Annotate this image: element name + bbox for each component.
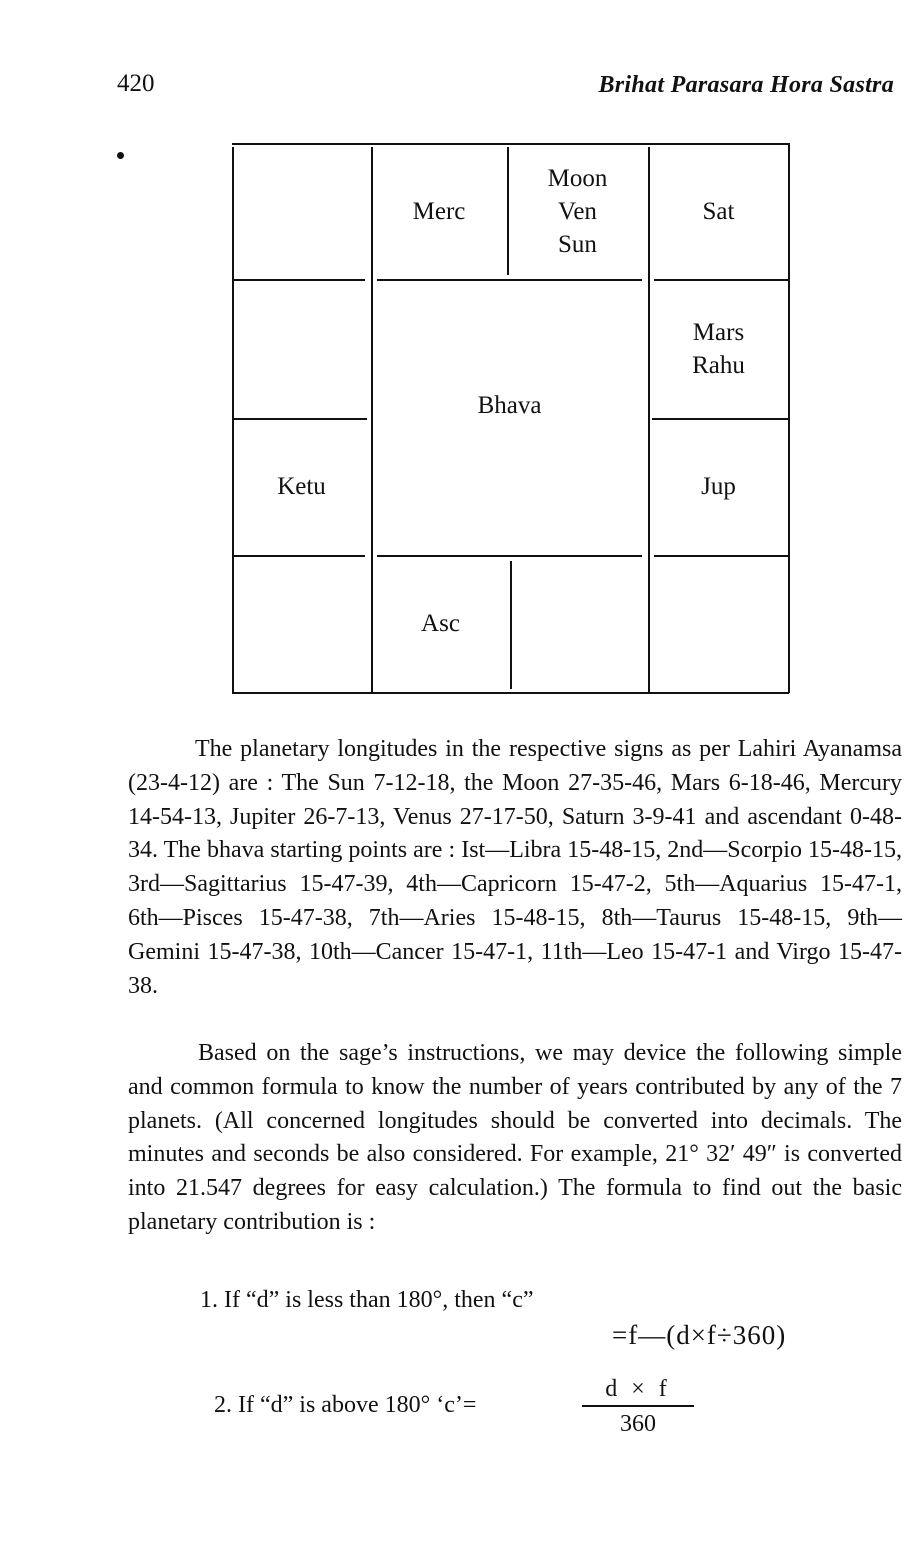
chart-house-bottom-3 [510,555,648,692]
rule-2-condition: 2. If “d” is above 180° ‘c’= [214,1392,477,1418]
chart-house-top-1 [232,143,371,279]
chart-house-bottom-1 [232,555,371,692]
fraction-numerator: d × f [605,1376,671,1402]
chart-house-bottom-2: Asc [421,610,460,637]
chart-house-top-4: Sat [702,197,735,225]
chart-house-right-upper: Mars Rahu [692,318,745,379]
paragraph-longitudes: The planetary longitudes in the respective signs as per Lahiri Ayanamsa (23-4-12) are : The Sun 7-12-18, the Moon 27-35-46, Mars 6-18-46, Mercury 14-54-13, Jupiter 26-7-13, Venus 27-17-50, Saturn 3-9-41 and ascendant 0-48-34. The bhava starting points are : Ist—Libra 15-48-15, 2nd—Scorpio 15-48-15, 3rd—Sagittarius 15-47-39, 4th—Capricorn 15-47-2, 5th—Aquarius 15-47-1, 6th—Pisces 15-47-38, 7th—Aries 15-48-15, 8th—Taurus 15-48-15, 9th—Gemini 15-47-38, 10th—Cancer 15-47-1, 11th—Leo 15-47-1 and Virgo 15-47-38. [128,736,902,999]
chart-center-label: Bhava [477,391,542,419]
page-number: 420 [117,70,155,97]
chart-house-top-3: Moon Ven Sun [547,164,608,258]
chart-line [232,692,789,694]
fraction-denominator: 360 [620,1411,656,1437]
rule-2-fraction [582,1376,694,1438]
paragraph-formula-intro: Based on the sage’s instructions, we may device the following simple and common formula to know the number of years contributed by any of the 7 planets. (All concerned longitudes should be converted into decimals. The minutes and seconds be also considered. For example, 21° 32′ 49″ is converted into 21.547 degrees for easy calculation.) The formula to find out the basic planetary contribution is : [128,1040,902,1235]
chart-house-top-2: Merc [412,197,466,225]
bhava-chart [232,143,790,695]
chart-house-left-lower: Ketu [277,473,326,500]
running-title: Brihat Parasara Hora Sastra [598,72,894,98]
margin-dot [117,152,124,159]
chart-house-right-lower: Jup [701,473,736,500]
chart-house-bottom-4 [648,555,789,692]
rule-1-formula: =f—(d×f÷360) [612,1320,787,1350]
rule-1-condition: 1. If “d” is less than 180°, then “c” [200,1287,534,1313]
chart-house-left-upper [232,279,371,418]
